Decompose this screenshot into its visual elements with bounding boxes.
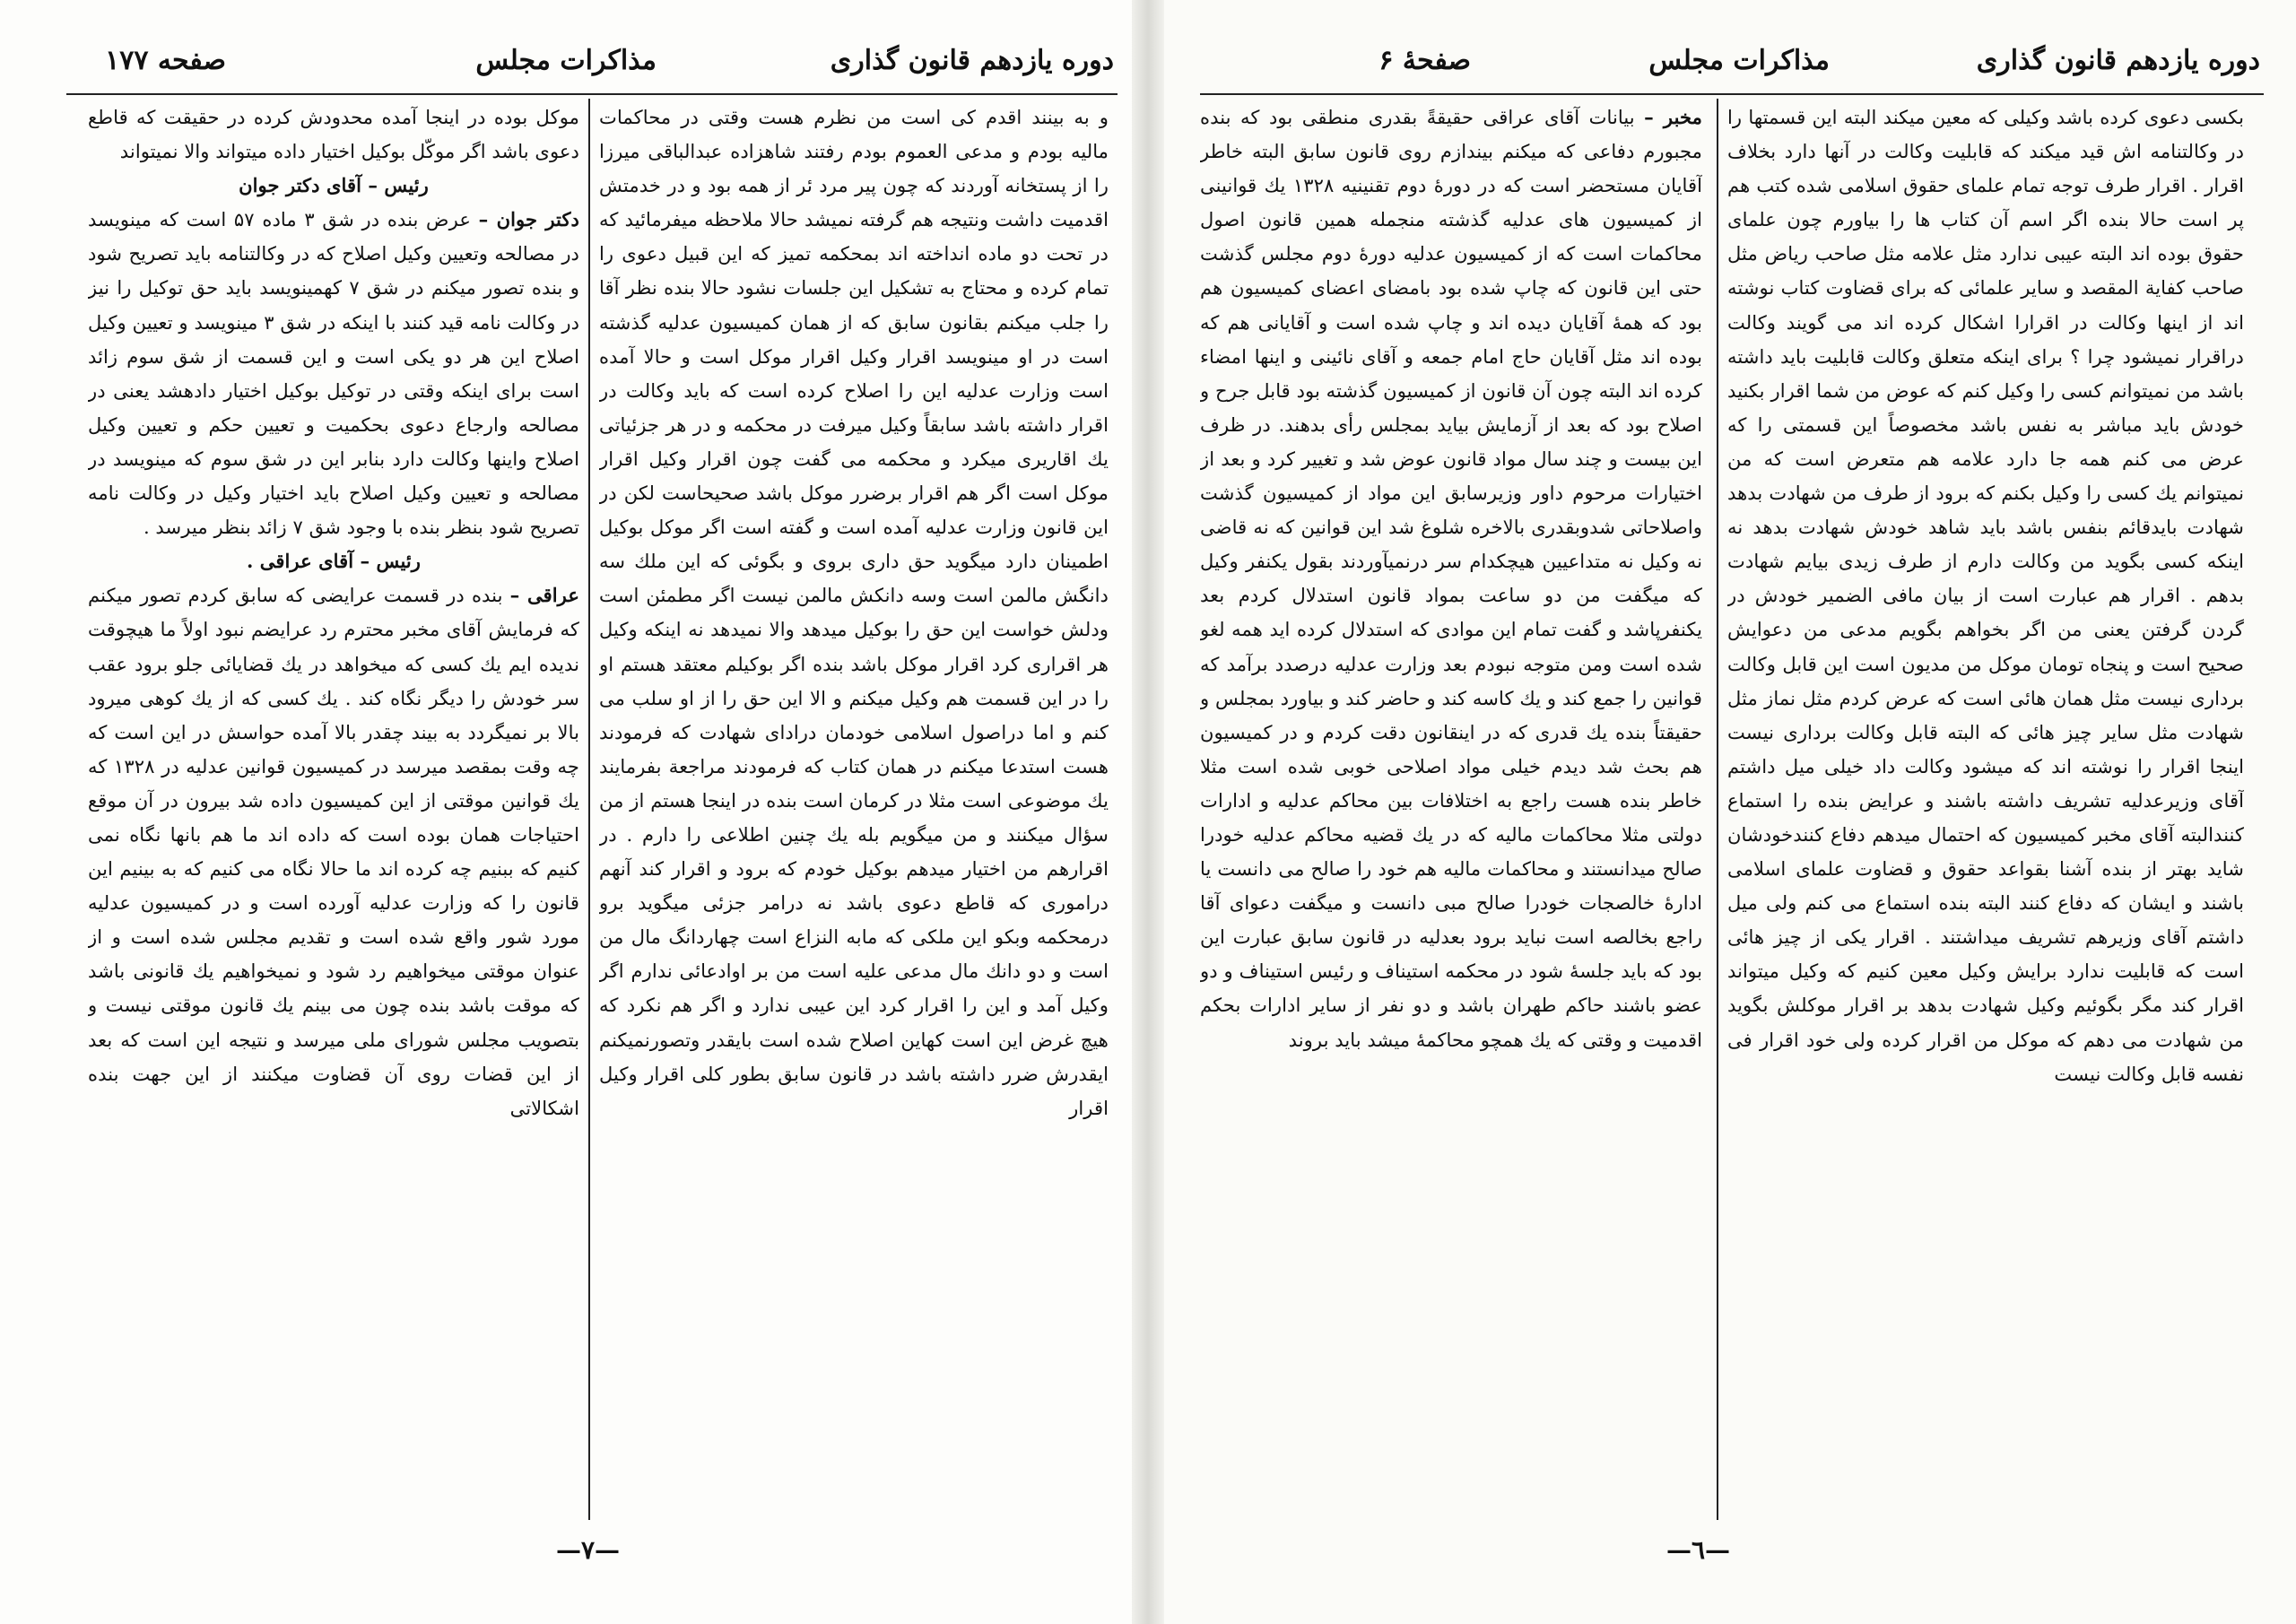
right-page-col-right: [1727, 100, 2244, 1517]
speech-text: عرض بنده در شق ۳ ماده ۵۷ است که مینویسد در مصالحه وتعیین وکیل اصلاح که در وکالتنامه باید تصریح شود و بنده تصور میکنم در شق ۷ کهمینویسد باید حق توکیل را نیز در وکالت نامه قید کنند با اینکه در شق ۳ مینویسد و تعیین وکیل اصلاح این هر دو یکی است و این قسمت از شق سوم زائد است برای اینکه وقتی در توکیل بوکیل اختیار دادهشد یعنی در مصالحه وارجاع دعوی بحکمیت و تعیین حکم و تعیین وکیل اصلاح واینها وکالت دارد بنابر این در شق سوم که مینویسد در مصالحه و تعیین وکیل اصلاح باید اختیار وکیل در وکالت نامه تصریح شود بنظر بنده با وجود شق ۷ زائد بنظر میرسد .: [88, 208, 579, 539]
speaker-name: مخبر –: [1644, 106, 1702, 128]
speaker-name: عراقی –: [509, 584, 579, 607]
right-column-divider: [1717, 99, 1718, 1520]
right-header-series: دوره یازدهم قانون گذاری: [1976, 45, 2260, 76]
left-page-col-left: [88, 100, 579, 1517]
book-gutter: [1132, 0, 1164, 1624]
right-header-title: مذاکرات مجلس: [1648, 45, 1830, 76]
left-header-title: مذاکرات مجلس: [475, 45, 657, 76]
speech-paragraph: [1200, 100, 1702, 1057]
speech-text: بیانات آقای عراقی حقیقةً بقدری منطقی بود که بنده مجبورم دفاعی که میکنم بیندازم روی قانون سابق البته خاطر آقایان مستحضر است که در دورهٔ دوم تقنینیه ۱۳۲۸ یك قوانینی از کمیسیون های عدلیه گذشته منجمله همین قانون اصول محاکمات است که از کمیسیون عدلیه دورهٔ دوم مجلس گذشت حتی این قانون که چاپ شده بود بامضای اعضای کمیسیون هم بود که همهٔ آقایان دیده اند و چاپ شده است و آقایانی هم که بوده اند مثل آقایان حاج امام جمعه و آقای نائینی و اینها امضاء کرده اند البته چون آن قانون از کمیسیون گذشته بود قابل جرح و اصلاح بود که بعد از آزمایش بیاید بمجلس رأی بدهند. در ظرف این بیست و چند سال مواد قانون عوض شد و تغییر کرد و بعد از اختیارات مرحوم داور وزیرسابق این مواد از کمیسیون گذشت واصلاحاتی شدوبقدری بالاخره شلوغ شد این قوانین که نه قاضی نه وکیل نه متداعیین هیچکدام سر درنمیآوردند بقول یکنفر وکیل که میگفت من دو ساعت بمواد قانون استدلال کردم بعد یکنفرپاشد و گفت تمام این موادی که استدلال کرده اید همه لغو شده است ومن متوجه نبودم بعد وزارت عدلیه درصدد برآمد که قوانین را جمع کند و یك کاسه کند و حاضر کند و بیاورد بمجلس و حقیقتاً بنده یك قدری که در اینقانون دقت کردم و در کمیسیون هم بحث شد دیدم خیلی مواد اصلاحی خوبی شده است مثلا خاطر بنده هست راجع به اختلافات بین محاکم عدلیه و ادارات دولتی مثلا محاکمات مالیه که در یك قضیه محاکم عدلیه خودرا صالح میدانستند و محاکمات مالیه هم خود را صالح می دانست یا ادارهٔ خالصجات خودرا صالح مبی دانست و میگفت دعوای آقا راجع بخالصه است نباید برود بعدلیه در قانون سابق عبارت این بود که باید جلسهٔ شود در محکمه استیناف و رئیس استیناف و دو عضو باشند حاکم طهران باشد و دو نفر از سایر ادارات بحکم اقدمیت و وقتی که یك همچو محاکمهٔ میشد باید بروند: [1200, 106, 1702, 1051]
left-page-col-right: [599, 100, 1109, 1517]
speaker-heading-rais: رئیس – آقای دکتر جوان: [239, 174, 429, 197]
right-page: [1164, 0, 2296, 1624]
speech-text: بنده در قسمت عرایضی که سابق کردم تصور میکنم که فرمایش آقای مخبر محترم رد عرایضم نبود اولاً ما هیچوقت ندیده ایم یك کسی که میخواهد در یك قضایائی جلو برود عقب سر خودش را دیگر نگاه کند . یك کسی که از یك کوهی میرود بالا بر نمیگردد به بیند چقدر بالا آمده حواسش در این است که چه وقت بمقصد میرسد در کمیسیون قوانین عدلیه در ۱۳۲۸ که یك قوانین موقتی از این کمیسیون داده شد بیرون در آن موقع احتیاجات همان بوده است که داده اند ما هم بانها نگاه نمی کنیم که ببنیم چه کرده اند ما حالا نگاه می کنیم که به بینیم این قانون را که وزارت عدلیه آورده است و در کمیسیون عدلیه مورد شور واقع شده است و تقدیم مجلس شده است و از عنوان موقتی میخواهیم رد شود و نمیخواهیم یك قانونی باشد که موقت باشد بنده چون می بینم یك قانون موقتی نیست و بتصویب مجلس شورای ملی میرسد و نتیجه این است که بعد از این قضات روی آن قضاوت میکنند از این جهت بنده اشکالاتی: [88, 584, 579, 1119]
left-page-number: —٧—: [556, 1535, 621, 1565]
right-header-rule: [1200, 93, 2264, 95]
paragraph: موکل بوده در اینجا آمده محدودش کرده در حقیقت که قاطع دعوی باشد اگر موکّل بوکیل اختیار داده میتواند والا نمیتواند: [88, 106, 579, 163]
paragraph: بکسی دعوی کرده باشد وکیلی که معین میکند البته این قسمتها را در وکالتنامه اش قید میکند که قابلیت وکالت در آنها دارد بخلاف اقرار . اقرار طرف توجه تمام علمای حقوق اسلامی شده کتب هم پر است حالا بنده اگر اسم آن کتاب ها را بیاورم چون علمای حقوق بوده اند البته عیبی ندارد مثل علامه مثل صاحب ریاض مثل صاحب کفایة المقصد و سایر علمائی که برای قضاوت کتاب نوشته اند از اینها وکالت در اقرارا اشکال کرده اند می گویند وکالت دراقرار نمیشود چرا ؟ برای اینکه متعلق وکالت قابلیت باید داشته باشد من نمیتوانم کسی را وکیل کنم که عوض من شما اقرار بکنید خودش باید مباشر به نفس باشد مخصوصاً این قسمتی را که عرض می کنم همه جا دارد علامه هم متعرض است که من نمیتوانم یك کسی را وکیل بکنم که برود از طرف من شهادت بدهد شهادت بایدقائم بنفس باشد باید شاهد خودش شهادت بدهد نه اینکه کسی بگوید من وکالت دارم از طرف زیدی بیایم شهادت بدهم . اقرار هم عبارت است از بیان مافی الضمیر خودش در گردن گرفتن یعنی من اگر بخواهم بگویم مدعی من دعوایش صحیح است و پنجاه تومان موکل من مدیون است این قابل وکالت برداری نیست مثل همان هائی است که عرض کردم مثل نماز مثل شهادت مثل سایر چیز هائی که البته قابل وکالت برداری نیست اینجا اقرار را نوشته اند که میشود وکالت داد خیلی میل داشتم آقای وزیرعدلیه تشریف داشته باشند و عرایض بنده را استماع کنندالبته آقای مخبر کمیسیون که احتمال میدهم دفاع کنندخودشان شاید بهتر از بنده آشنا بقواعد حقوق و قضاوت علمای اسلامی باشند و ایشان که دفاع کنند البته بنده استماع می کنم ولی میل داشتم آقای وزیرهم تشریف میداشتند . اقرار یکی از چیز هائی است که قابلیت ندارد برایش وکیل معین کنیم که وکیل میتواند اقرار کند مگر بگوئیم وکیل شهادت بدهد بر اقرار موکلش بگوید من شهادت می دهم که موکل من اقرار کرده ولی خود اقرار فی نفسه قابل وکالت نیست: [1727, 106, 2244, 1085]
right-page-col-left: [1200, 100, 1702, 1517]
left-column-divider: [588, 99, 590, 1520]
left-header-rule: [66, 93, 1118, 95]
paragraph: و به بینند اقدم کی است من نظرم هست وقتی در محاکمات مالیه بودم و مدعی العموم بودم رفتند شاهزاده عبدالباقی میرزا را از پستخانه آوردند که چون پیر مرد ئر از همه بود و در خدمتش اقدمیت داشت ونتیجه هم گرفته نمیشد حالا ملاحظه میفرمائید که در تحت دو ماده انداخته اند بمحکمه تمیز که این قبیل دعوی را تمام کرده و محتاج به تشکیل این جلسات نشود حالا بنده نظر آقا را جلب میکنم بقانون سابق که از همان کمیسیون عدلیه گذشته است در او مینویسد اقرار وکیل اقرار موکل است و حالا آمده است وزارت عدلیه این را اصلاح کرده است که باید وکالت در اقرار داشته باشد سابقاً وکیل میرفت در محکمه و در هر جزئیاتی یك اقاریری میکرد و محکمه می گفت چون اقرار وکیل اقرار موکل است اگر هم اقرار برضرر موکل باشد صحیحاست لکن در این قانون وزارت عدلیه آمده است و گفته است اگر موکل بوکیل اطمینان دارد میگوید حق داری بروی و بگوئی که این ملك سه دانگش مالمن است وسه دانکش مالمن نیست اگر مطمئن است ودلش خواست این حق را بوکیل میدهد والا نمیدهد نه اینکه وکیل هر اقراری کرد اقرار موکل باشد بنده اگر بوکیلم معتقد هستم او را در این قسمت هم وکیل میکنم و الا این حق را از او سلب می کنم و اما دراصول اسلامی خودمان درادای شهادت که فرمودند هست استدعا میکنم در همان کتاب که فرمودند مراجعة بفرمایند یك موضوعی است مثلا در کرمان است بنده در اینجا هستم از من سؤال میکنند و من میگویم بله یك چنین اطلاعی را دارم . در اقرارهم من اختیار میدهم بوکیل خودم که برود و اقرار کند آنهم درامورى که قاطع دعوی باشد نه درامر جزئی میگوید برو درمحکمه وبکو این ملکی که مابه النزاع است چهاردانگ مال من است و دو دانك مال مدعی علیه است من بر اوادعائی ندارم اگر وکیل آمد و این را اقرار کرد این عیبی ندارد و اگر هم نکرد که هیچ غرض این است کهاین اصلاح شده است بایقدر وتصورنمیکنم ایقدرش ضرر داشته باشد در قانون سابق بطور کلی اقرار وکیل اقرار: [599, 106, 1109, 1119]
right-page-number: —٦—: [1666, 1535, 1731, 1565]
left-page: [0, 0, 1132, 1624]
left-page-header: [0, 45, 1132, 95]
right-header-page: صفحهٔ ۶: [1378, 45, 1471, 76]
speaker-name: دکتر جوان –: [478, 208, 579, 231]
right-page-header: [1164, 45, 2296, 95]
speech-paragraph: [88, 203, 579, 544]
speaker-heading-rais: رئیس – آقای عراقی .: [246, 550, 422, 573]
left-header-series: دوره یازدهم قانون گذاری: [830, 45, 1114, 76]
left-header-page: صفحه ۱۷۷: [105, 45, 226, 76]
speech-paragraph: [88, 578, 579, 1125]
